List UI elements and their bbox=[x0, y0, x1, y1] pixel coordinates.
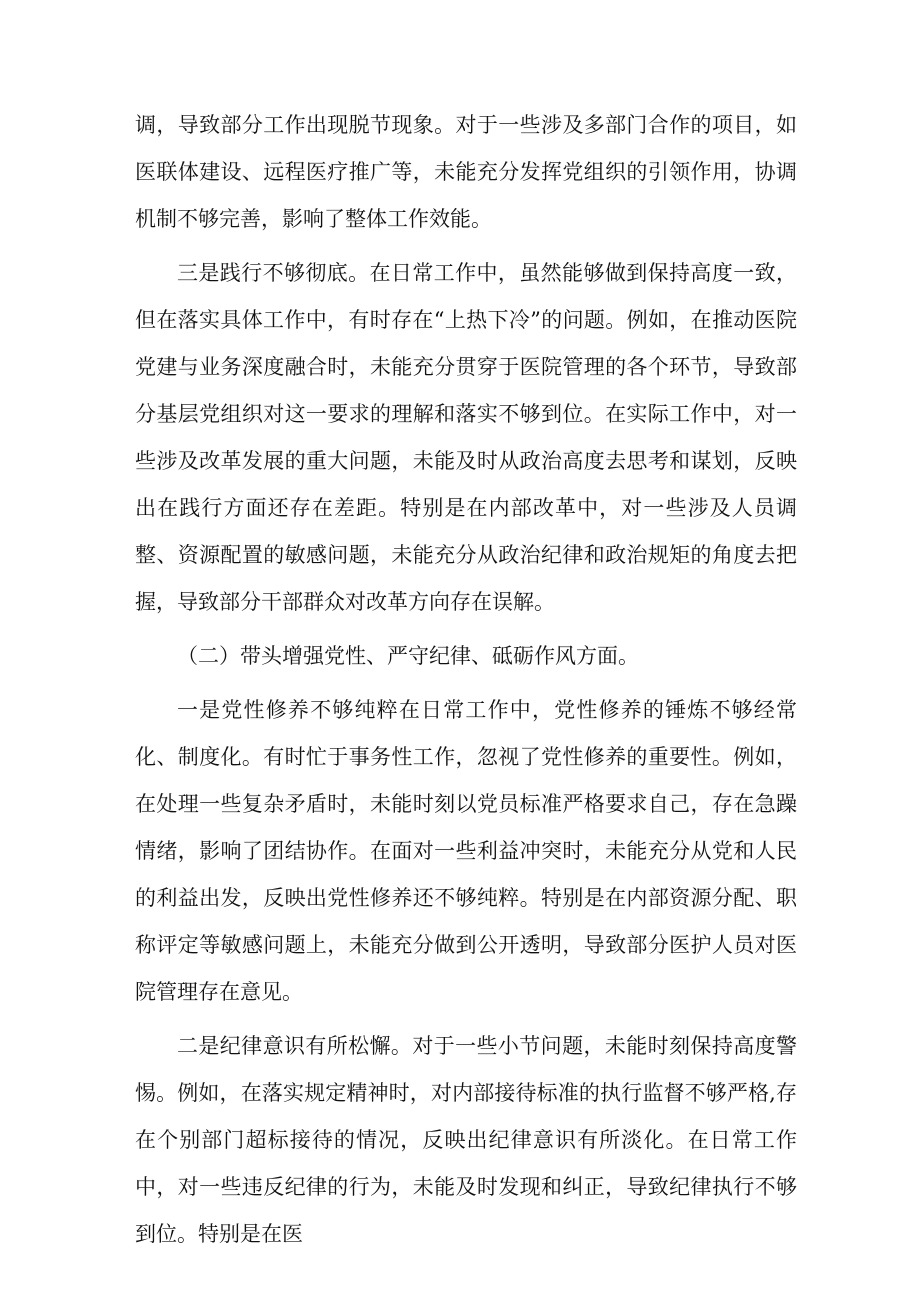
section-heading-2: （二）带头增强党性、严守纪律、砥砺作风方面。 bbox=[177, 644, 639, 668]
paragraph-party-spirit: 一是党性修养不够纯粹在日常工作中，党性修养的锤炼不够经常化、制度化。有时忙于事务性工作，忽视了党性修养的重要性。例如，在处理一些复杂矛盾时，未能时刻以党员标准严格要求自己，存在急躁情绪，影响了团结协作。在面对一些利益冲突时，未能充分从党和人民的利益出发，反映出党性修养还不够纯粹。特别是在内部资源分配、职称评定等敏感问题上，未能充分做到公开透明，导致部分医护人员对医院管理存在意见。 bbox=[135, 698, 797, 1004]
paragraph-discipline: 二是纪律意识有所松懈。对于一些小节问题，未能时刻保持高度警惕。例如，在落实规定精神时，对内部接待标准的执行监督不够严格,存在个别部门超标接待的情况，反映出纪律意识有所淡化。在日常工作中，对一些违反纪律的行为，未能及时发现和纠正，导致纪律执行不够到位。特别是在医 bbox=[135, 1034, 797, 1246]
paragraph-practice: 三是践行不够彻底。在日常工作中，虽然能够做到保持高度一致，但在落实具体工作中，有时存在“上热下冷”的问题。例如，在推动医院党建与业务深度融合时，未能充分贯穿于医院管理的各个环节，导致部分基层党组织对这一要求的理解和落实不够到位。在实际工作中，对一些涉及改革发展的重大问题，未能及时从政治高度去思考和谋划，反映出在践行方面还存在差距。特别是在内部改革中，对一些涉及人员调整、资源配置的敏感问题，未能充分从政治纪律和政治规矩的角度去把握，导致部分干部群众对改革方向存在误解。 bbox=[135, 261, 797, 614]
document-page bbox=[135, 102, 797, 1265]
paragraph-continuation: 调，导致部分工作出现脱节现象。对于一些涉及多部门合作的项目，如医联体建设、远程医疗推广等，未能充分发挥党组织的引领作用，协调机制不够完善，影响了整体工作效能。 bbox=[135, 113, 797, 231]
